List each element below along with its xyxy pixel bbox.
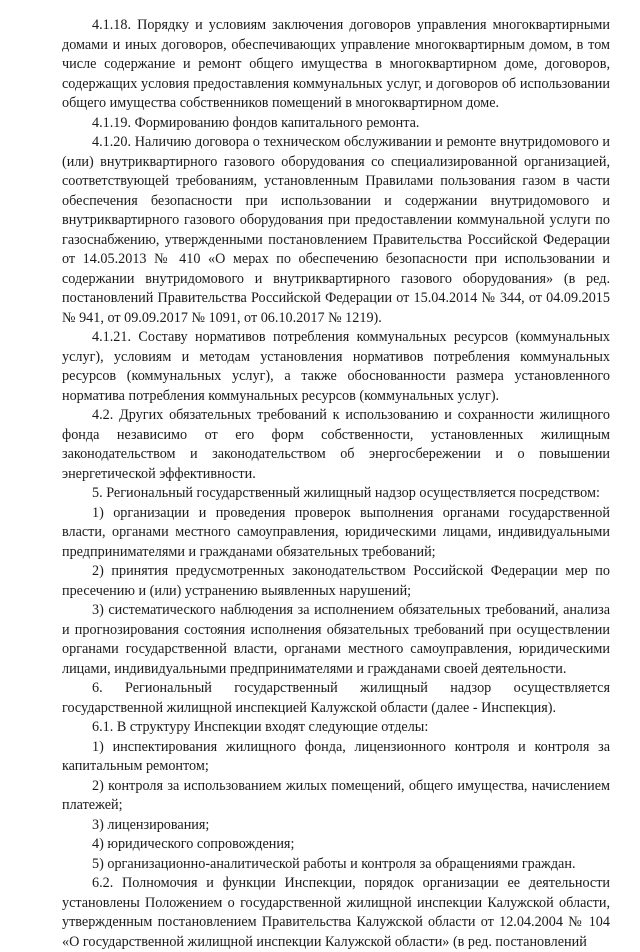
- clause-4-1-21: 4.1.21. Составу нормативов потребления коммунальных ресурсов (коммунальных услуг), условиям и методам установления нормативов потребления коммунальных ресурсов (коммунальных услуг), а также обоснованности размера установленного норматива потребления коммунальных ресурсов (коммунальных услуг).: [62, 329, 610, 404]
- clause-4-2: 4.2. Других обязательных требований к использованию и сохранности жилищного фонда независимо от его форм собственности, установленных жилищным законодательством и законодательством об энергосбережении и о повышении энергетической эффективности.: [62, 407, 610, 482]
- clause-6: 6. Региональный государственный жилищный надзор осуществляется государственной жилищной инспекцией Калужской области (далее - Инспекция).: [62, 680, 610, 716]
- clause-4-1-19: 4.1.19. Формированию фондов капитального ремонта.: [92, 114, 420, 131]
- clause-6-1-item-5: 5) организационно-аналитической работы и контроля за обращениями граждан.: [92, 855, 576, 872]
- clause-5-item-3: 3) систематического наблюдения за исполнением обязательных требований, анализа и прогнозирования состояния исполнения обязательных требований при осуществлении органами государственной власти, органами местного самоуправления, юридическими лицами, индивидуальными предпринимателями и гражданами своей деятельности.: [62, 602, 610, 677]
- clause-6-1-item-1: 1) инспектирования жилищного фонда, лицензионного контроля и контроля за капитальным ремонтом;: [62, 738, 610, 774]
- clause-6-1-item-2: 2) контроля за использованием жилых помещений, общего имущества, начислением платежей;: [62, 777, 610, 813]
- clause-5: 5. Региональный государственный жилищный надзор осуществляется посредством:: [92, 485, 600, 501]
- clause-5-item-2: 2) принятия предусмотренных законодательством Российской Федерации мер по пресечению и (или) устранению выявленных нарушений;: [62, 563, 610, 599]
- clause-5-item-1: 1) организации и проведения проверок выполнения органами государственной власти, органами местного самоуправления, юридическими лицами, индивидуальными предпринимателями и гражданами обязательных требований;: [62, 504, 610, 560]
- clause-6-1-item-4: 4) юридического сопровождения;: [92, 836, 295, 852]
- clause-4-1-20: 4.1.20. Наличию договора о техническом обслуживании и ремонте внутридомового и (или) внутриквартирного газового оборудования со специализированной организацией, соответствующей требованиям, установленным Правилами пользования газом в части обеспечения безопасности при использовании и содержании внутридомового и внутриквартирного газового оборудования при предоставлении коммунальной услуги по газоснабжению, утвержденными постановлением Правительства Российской Федерации от 14.05.2013 № 410 «О мерах по обеспечению безопасности при использовании и содержании внутридомового и внутриквартирного газового оборудования» (в ред. постановлений Правительства Российской Федерации от 15.04.2014 № 344, от 04.09.2015 № 941, от 09.09.2017 № 1091, от 06.10.2017 № 1219).: [62, 134, 610, 326]
- document-page: [62, 16, 610, 952]
- clause-6-1-item-3: 3) лицензирования;: [92, 816, 210, 833]
- clause-6-1: 6.1. В структуру Инспекции входят следующие отделы:: [92, 719, 429, 735]
- clause-6-2: 6.2. Полномочия и функции Инспекции, порядок организации ее деятельности установлены Положением о государственной жилищной инспекции Калужской области, утвержденным постановлением Правительства Калужской области от 12.04.2004 № 104 «О государственной жилищной инспекции Калужской области» (в ред. постановлений: [62, 875, 610, 950]
- clause-4-1-18: 4.1.18. Порядку и условиям заключения договоров управления многоквартирными домами и иных договоров, обеспечивающих управление многоквартирным домом, в том числе содержание и ремонт общего имущества в многоквартирном доме, договоров, содержащих условия предоставления коммунальных услуг, и договоров об использовании общего имущества собственников помещений в многоквартирном доме.: [62, 17, 610, 111]
